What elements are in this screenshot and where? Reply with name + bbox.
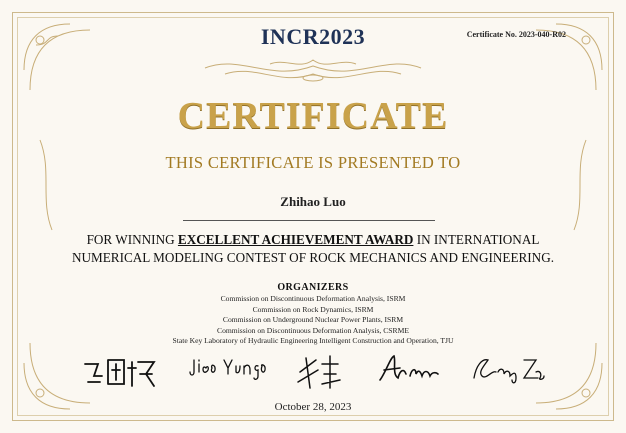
signature-3	[292, 352, 344, 392]
certificate-date: October 28, 2023	[274, 401, 352, 413]
organizer-item: Commission on Discontinuous Deformation Analysis, ISRM	[220, 294, 406, 303]
award-name: EXCELLENT ACHIEVEMENT AWARD	[177, 232, 414, 247]
signature-1	[80, 352, 160, 392]
award-prefix: FOR WINNING	[86, 232, 178, 247]
signature-5	[470, 352, 546, 386]
organizer-item: State Key Laboratory of Hydraulic Engineering Intelligent Construction and Operation, TJU	[172, 336, 454, 346]
award-line-2: NUMERICAL MODELING CONTEST OF ROCK MECHANICS AND ENGINEERING.	[71, 250, 555, 265]
recipient-name: Zhihao Luo	[280, 194, 346, 209]
name-underline	[183, 220, 435, 221]
organizers-list	[0, 294, 626, 347]
award-statement	[0, 231, 626, 267]
organizer-item: Commission on Discontinuous Deformation Analysis, CSRME	[217, 325, 409, 335]
organizer-item: Commission on Underground Nuclear Power Plants, ISRM	[222, 315, 404, 325]
certificate-heading: CERTIFICATE	[177, 95, 449, 137]
award-line1-suffix: IN INTERNATIONAL	[413, 232, 540, 247]
award-line-1	[0, 231, 626, 249]
signature-2	[188, 352, 268, 382]
organizers-title: ORGANIZERS	[277, 282, 349, 293]
presented-to-line: THIS CERTIFICATE IS PRESENTED TO	[165, 153, 461, 172]
organizer-item: Commission on Rock Dynamics, ISRM	[252, 304, 374, 314]
certificate-number: Certificate No. 2023-040-R02	[466, 30, 566, 39]
signature-4	[376, 352, 440, 384]
event-title: INCR2023	[260, 24, 366, 49]
